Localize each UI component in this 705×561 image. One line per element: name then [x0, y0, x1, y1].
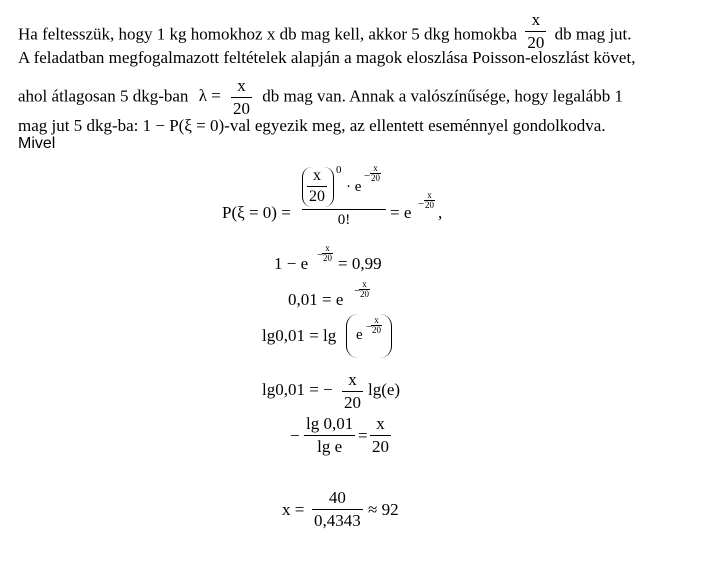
fraction-denominator: 20 — [233, 99, 251, 118]
eq5-rhs: lg(e) — [368, 380, 401, 399]
eq3-exp-fraction — [359, 280, 370, 299]
eq6-left-fraction — [304, 414, 355, 457]
fraction-numerator: x — [371, 316, 382, 326]
eq1-exponent-zero: 0 — [336, 164, 342, 176]
text-line-3-b: db mag van. Annak a valószínűsége, hogy legalább 1 — [262, 86, 623, 106]
eq1-inner-fraction — [307, 167, 327, 206]
fraction-numerator: 40 — [312, 488, 363, 510]
equation-6 — [290, 414, 400, 460]
fraction-numerator: x — [525, 10, 546, 32]
equation-4 — [262, 312, 402, 362]
eq4-exp-minus: − — [366, 321, 373, 333]
eq7-rhs: ≈ 92 — [368, 500, 399, 519]
eq3-lhs: 0,01 = e — [288, 290, 344, 309]
equation-2 — [274, 243, 394, 276]
fraction-denominator: 20 — [344, 393, 361, 412]
fraction-numerator: x — [231, 76, 252, 98]
fraction-denominator: 20 — [309, 188, 325, 205]
eq1-lhs: P(ξ = 0) = — [222, 203, 291, 222]
text-line-1-b: db mag jut. — [554, 24, 632, 44]
fraction-numerator: x — [370, 164, 381, 174]
fraction-denominator: 20 — [425, 200, 434, 210]
lambda-fraction — [231, 76, 252, 119]
text-line-3 — [18, 76, 623, 119]
eq5-lhs: lg0,01 = − — [262, 380, 333, 399]
eq1-big-fraction — [300, 165, 388, 229]
eq2-rhs: = 0,99 — [338, 254, 382, 273]
equation-7 — [282, 488, 412, 534]
eq1-numerator — [300, 165, 388, 209]
fraction-numerator: x — [342, 370, 363, 392]
eq6-minus: − — [290, 426, 300, 445]
fraction-numerator: x — [307, 167, 327, 187]
fraction-numerator: x — [359, 280, 370, 290]
eq1-paren-group — [302, 167, 334, 207]
fraction-numerator: lg 0,01 — [304, 414, 355, 436]
text-line-2 — [18, 48, 635, 68]
eq2-lhs: 1 − e — [274, 254, 309, 273]
eq1-rhs-exp-fraction — [424, 191, 435, 210]
text-line-5 — [18, 134, 55, 154]
text-line-1-a: Ha feltesszük, hogy 1 kg homokhoz x db mag kell, akkor 5 dkg homokba — [18, 24, 518, 44]
eq7-lhs: x = — [282, 500, 305, 519]
text-line-3-a: ahol átlagosan 5 dkg-ban — [18, 86, 189, 106]
text-line-2-content: A feladatban megfogalmazott feltételek alapján a magok eloszlása Poisson-eloszlást követ, — [18, 48, 636, 67]
fraction-denominator: lg e — [317, 437, 343, 456]
fraction-denominator: 20 — [372, 325, 381, 335]
fraction-numerator: x — [370, 414, 391, 436]
fraction-denominator: 0,4343 — [314, 511, 361, 530]
eq4-e: e — [356, 327, 363, 343]
fraction-denominator: 20 — [371, 173, 380, 183]
eq2-exp-minus: − — [317, 249, 324, 261]
fraction-numerator: x — [322, 244, 333, 254]
equation-3 — [288, 279, 388, 312]
eq7-fraction — [312, 488, 363, 531]
lambda-symbol: λ = — [198, 86, 221, 106]
eq6-equals: = — [358, 426, 368, 445]
eq1-comma: , — [438, 203, 443, 222]
eq1-equals-e: = e — [390, 203, 412, 222]
eq4-exp-fraction — [371, 316, 382, 335]
eq1-dot-e: · e — [346, 179, 362, 195]
fraction-denominator: 20 — [323, 253, 332, 263]
fraction-x-over-20 — [525, 10, 546, 53]
eq2-exp-fraction — [322, 244, 333, 263]
eq1-denominator: 0! — [337, 212, 351, 228]
eq4-lhs: lg0,01 = lg — [262, 326, 337, 345]
text-line-5-content: Mivel — [18, 135, 56, 152]
fraction-denominator: 20 — [372, 437, 389, 456]
eq5-fraction — [342, 370, 363, 413]
fraction-numerator: x — [424, 191, 435, 201]
equation-5 — [262, 372, 422, 416]
fraction-denominator: 20 — [360, 289, 369, 299]
fraction-denominator: 20 — [527, 33, 545, 52]
text-line-4 — [18, 116, 606, 136]
eq3-exp-minus: − — [354, 285, 361, 297]
eq1-exp-fraction — [370, 164, 381, 183]
eq6-right-fraction — [370, 414, 391, 457]
eq1-rhs-exp-minus: − — [418, 198, 425, 210]
eq1-exp-minus: − — [364, 170, 371, 182]
text-line-4-content: mag jut 5 dkg-ba: 1 − P(ξ = 0)-val egyezik meg, az ellentett eseménnyel gondolkodva. — [18, 116, 606, 135]
